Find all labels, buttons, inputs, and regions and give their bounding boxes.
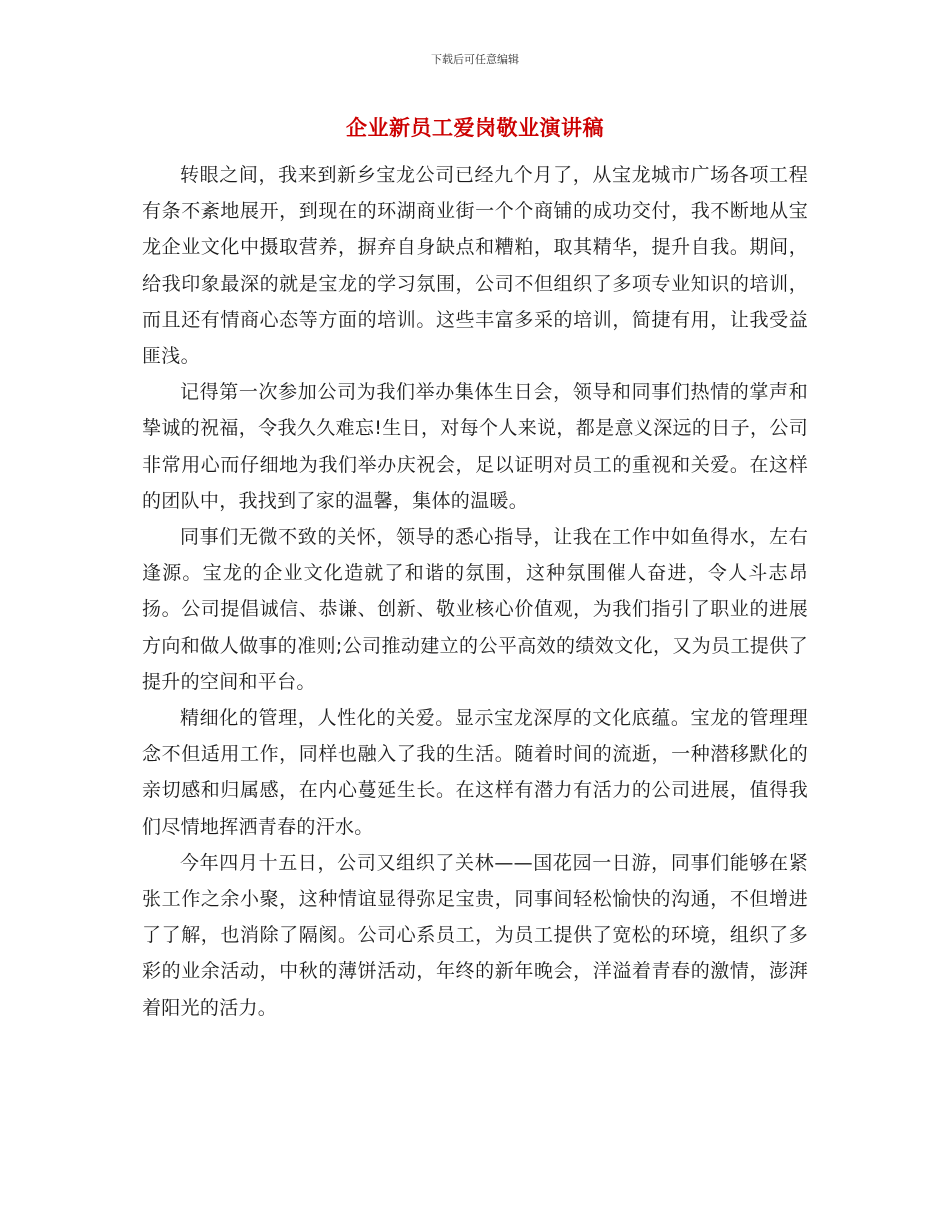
paragraph: 精细化的管理，人性化的关爱。显示宝龙深厚的文化底蕴。宝龙的管理理念不但适用工作，同样也融入了我的生活。随着时间的流逝，一种潜移默化的亲切感和归属感，在内心蔓延生长。在这样有潜力有活力的公司进展，值得我们尽情地挥洒青春的汗水。	[142, 707, 808, 838]
document-title: 企业新员工爱岗敬业演讲稿	[346, 116, 604, 140]
paragraph: 同事们无微不致的关怀，领导的悉心指导，让我在工作中如鱼得水，左右逢源。宝龙的企业文化造就了和谐的氛围，这种氛围催人奋进，令人斗志昂扬。公司提倡诚信、恭谦、创新、敬业核心价值观，为我们指引了职业的进展方向和做人做事的准则;公司推动建立的公平高效的绩效文化，又为员工提供了提升的空间和平台。	[142, 526, 808, 693]
paragraph: 今年四月十五日，公司又组织了关林——国花园一日游，同事们能够在紧张工作之余小聚，这种情谊显得弥足宝贵，同事间轻松愉快的沟通，不但增进了了解，也消除了隔阂。公司心系员工，为员工提供了宽松的环境，组织了多彩的业余活动，中秋的薄饼活动，年终的新年晚会，洋溢着青春的激情，澎湃着阳光的活力。	[142, 851, 808, 1019]
header-note: 下载后可任意编辑	[431, 53, 519, 66]
document-body	[142, 157, 808, 1026]
paragraph: 记得第一次参加公司为我们举办集体生日会，领导和同事们热情的掌声和挚诚的祝福，令我久久难忘!生日，对每个人来说，都是意义深远的日子，公司非常用心而仔细地为我们举办庆祝会，足以证明对员工的重视和关爱。在这样的团队中，我找到了家的温馨，集体的温暖。	[142, 381, 808, 512]
paragraph: 转眼之间，我来到新乡宝龙公司已经九个月了，从宝龙城市广场各项工程有条不紊地展开，到现在的环湖商业街一个个商铺的成功交付，我不断地从宝龙企业文化中摄取营养，摒弃自身缺点和糟粕，取其精华，提升自我。期间，给我印象最深的就是宝龙的学习氛围，公司不但组织了多项专业知识的培训，而且还有情商心态等方面的培训。这些丰富多采的培训，简捷有用，让我受益匪浅。	[142, 164, 808, 368]
